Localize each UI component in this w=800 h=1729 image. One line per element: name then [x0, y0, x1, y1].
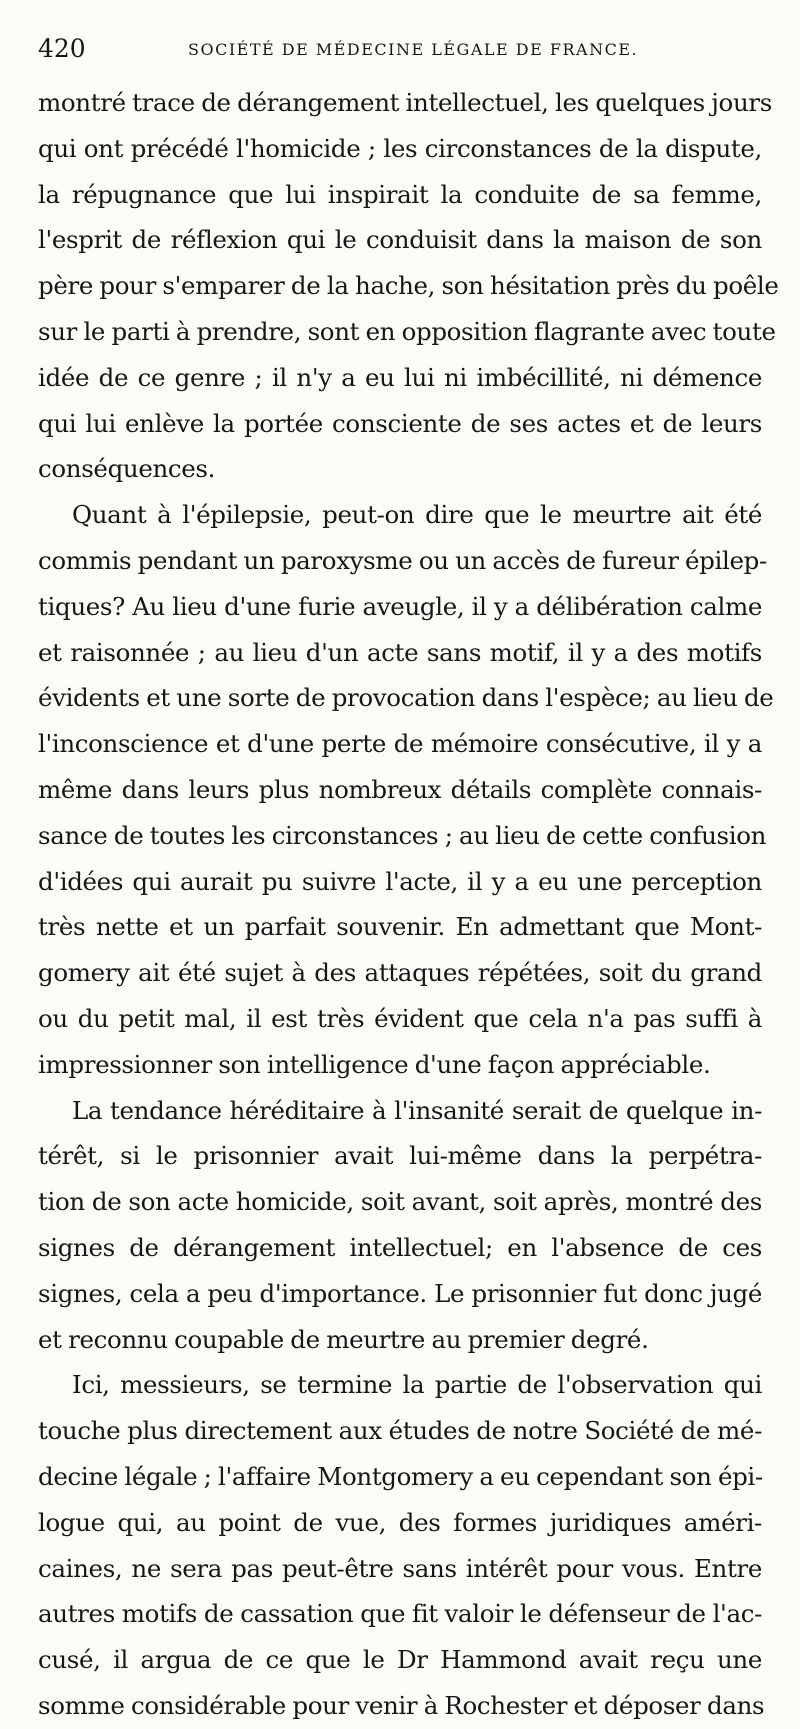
text-line: très nette et un parfait souvenir. En admettant que Mont-	[38, 912, 762, 942]
text-line: Ici, messieurs, se termine la partie de l'observation qui	[72, 1370, 762, 1400]
text-line: autres motifs de cassation que fit valoir le défenseur de l'ac-	[38, 1599, 762, 1629]
page-header	[38, 34, 762, 80]
text-line: montré trace de dérangement intellectuel, les quelques jours	[38, 88, 772, 117]
body-text	[38, 80, 779, 1729]
text-line: conséquences.	[38, 454, 216, 484]
text-line: d'idées qui aurait pu suivre l'acte, il y a eu une perception	[38, 866, 762, 896]
text-line: et raisonnée ; au lieu d'un acte sans motif, il y a des motifs	[38, 637, 762, 667]
text-line: tion de son acte homicide, soit avant, soit après, montré des	[38, 1187, 762, 1217]
text-line: l'esprit de réflexion qui le conduisit dans la maison de son	[38, 225, 762, 255]
text-line: signes, cela a peu d'importance. Le prisonnier fut donc jugé	[38, 1278, 762, 1308]
text-line: commis pendant un paroxysme ou un accès de fureur épilep-	[38, 545, 767, 575]
text-line: térêt, si le prisonnier avait lui-même dans la perpétra-	[38, 1141, 762, 1171]
text-line: signes de dérangement intellectuel; en l'absence de ces	[38, 1232, 762, 1262]
text-line: impressionner son intelligence d'une façon appréciable.	[38, 1049, 711, 1079]
text-line: decine légale ; l'affaire Montgomery a eu cependant son épi-	[38, 1461, 763, 1491]
text-line: cusé, il argua de ce que le Dr Hammond avait reçu une	[38, 1645, 762, 1675]
text-line: caines, ne sera pas peut-être sans intérêt pour vous. Entre	[38, 1553, 762, 1583]
running-head: SOCIÉTÉ DE MÉDECINE LÉGALE DE FRANCE.	[188, 40, 639, 59]
text-line: l'inconscience et d'une perte de mémoire consécutive, il y a	[38, 729, 762, 759]
text-line: même dans leurs plus nombreux détails complète connais-	[38, 774, 762, 804]
text-line: sance de toutes les circonstances ; au lieu de cette confusion	[38, 820, 767, 850]
text-line: logue qui, au point de vue, des formes juridiques améri-	[38, 1507, 762, 1537]
text-line: qui ont précédé l'homicide ; les circonstances de la dispute,	[38, 133, 762, 163]
text-line: qui lui enlève la portée consciente de ses actes et de leurs	[38, 408, 762, 438]
paragraph	[38, 1088, 762, 1363]
text-line: tiques? Au lieu d'une furie aveugle, il y a délibération calme	[38, 591, 762, 621]
text-line: père pour s'emparer de la hache, son hésitation près du poêle	[38, 271, 779, 301]
text-line: idée de ce genre ; il n'y a eu lui ni imbécillité, ni démence	[38, 362, 762, 392]
text-line: sur le parti à prendre, sont en opposition flagrante avec toute	[38, 316, 776, 346]
text-line: Quant à l'épilepsie, peut-on dire que le meurtre ait été	[72, 500, 762, 530]
paragraph	[38, 492, 774, 1087]
paragraph	[38, 1362, 765, 1728]
text-line: gomery ait été sujet à des attaques répétées, soit du grand	[38, 958, 762, 988]
text-line: évidents et une sorte de provocation dans l'espèce; au lieu de	[38, 683, 774, 713]
text-line: ou du petit mal, il est très évident que cela n'a pas suffi à	[38, 1003, 762, 1033]
text-line: La tendance héréditaire à l'insanité serait de quelque in-	[72, 1095, 762, 1125]
text-line: somme considérable pour venir à Rochester et déposer dans	[38, 1690, 765, 1720]
text-line: touche plus directement aux études de notre Société de mé-	[38, 1416, 762, 1446]
text-line: et reconnu coupable de meurtre au premier degré.	[38, 1324, 649, 1354]
page-number: 420	[38, 34, 86, 63]
paragraph	[38, 80, 779, 492]
text-line: la répugnance que lui inspirait la conduite de sa femme,	[38, 179, 762, 209]
